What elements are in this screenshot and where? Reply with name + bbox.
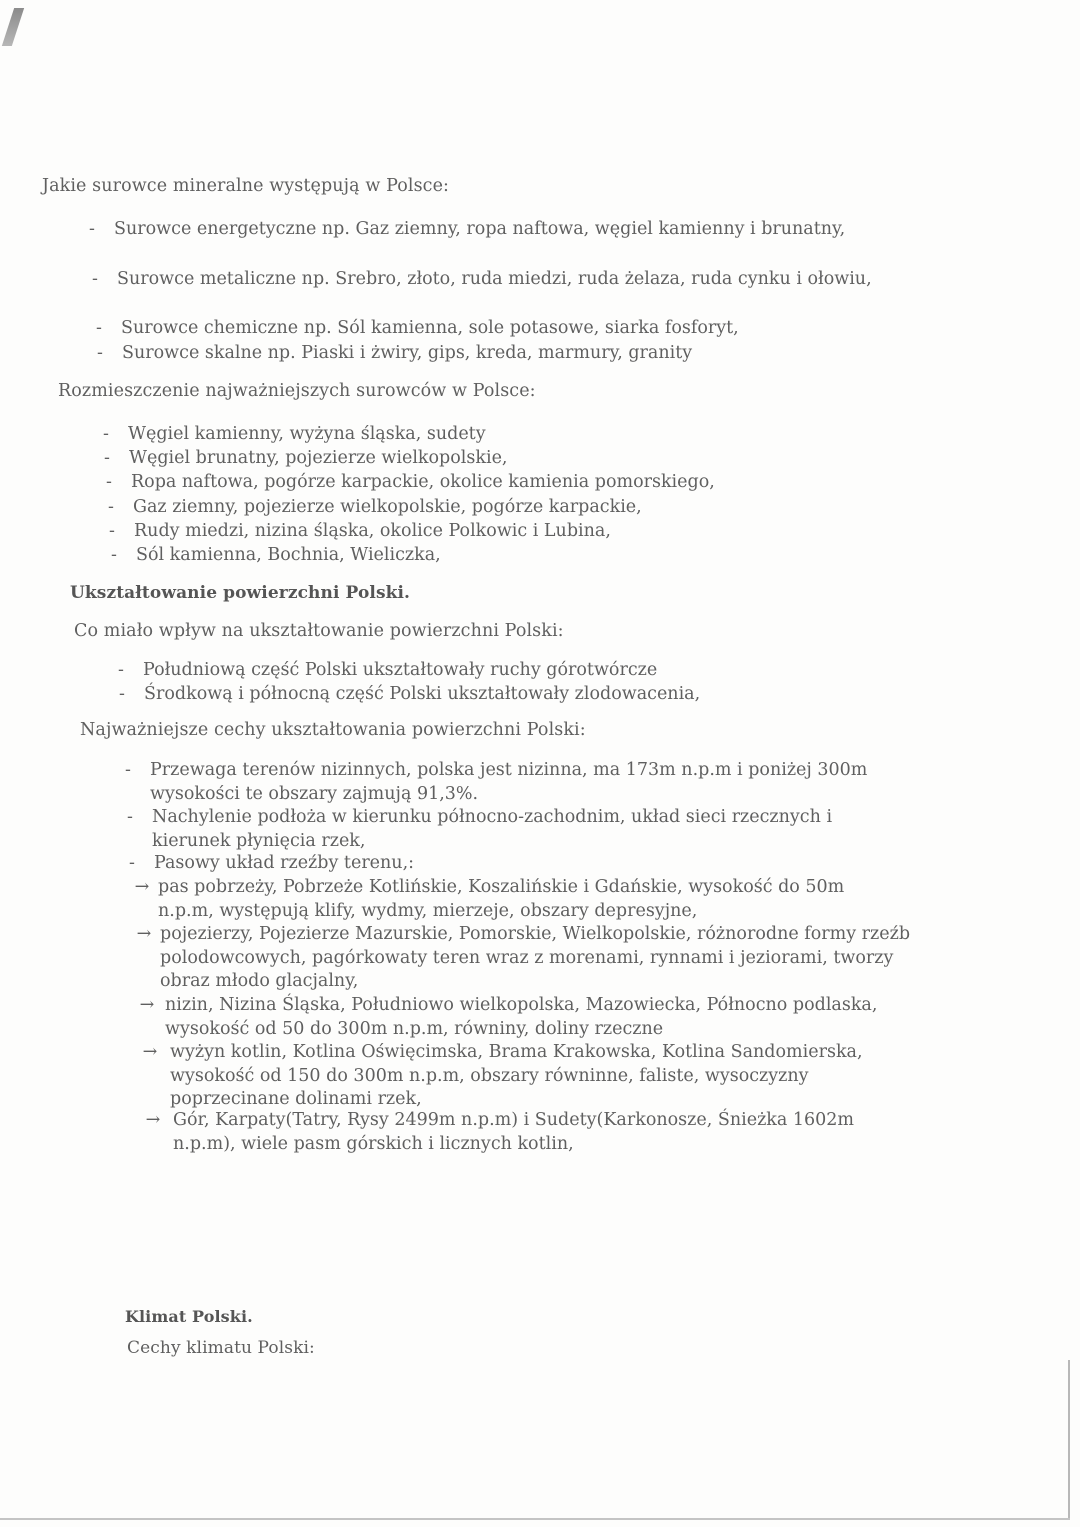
list-item-text: Surowce energetyczne np. Gaz ziemny, ropa naftowa, węgiel kamienny i brunatny,	[114, 219, 846, 239]
arrow-marker: →	[139, 995, 155, 1015]
list-item-text: Nachylenie podłoża w kierunku północno-zachodnim, układ sieci rzecznych i kierunek płynięcia rzek,	[152, 807, 833, 851]
list-item-text: Południową część Polski ukształtowały ruchy górotwórcze	[143, 660, 658, 680]
dash-marker: -	[129, 853, 135, 873]
arrow-marker: →	[142, 1042, 158, 1062]
surface-influence-heading: Co miało wpływ na ukształtowanie powierzchni Polski:	[74, 621, 564, 641]
dash-marker: -	[125, 760, 131, 780]
list-item	[111, 544, 896, 568]
list-item	[103, 423, 888, 447]
list-item	[96, 317, 921, 341]
list-item-text: Surowce skalne np. Piaski i żwiry, gips, kreda, marmury, granity	[122, 343, 693, 363]
surface-section-title: Ukształtowanie powierzchni Polski.	[70, 583, 411, 603]
dash-marker: -	[104, 448, 110, 468]
list-item-text: Surowce metaliczne np. Srebro, złoto, ruda miedzi, ruda żelaza, ruda cynku i ołowiu,	[117, 269, 872, 289]
scan-artifact-mark	[2, 8, 24, 46]
dash-marker: -	[97, 343, 103, 363]
dash-marker: -	[127, 807, 133, 827]
dash-marker: -	[89, 219, 95, 239]
surface-features-heading: Najważniejsze cechy ukształtowania powierzchni Polski:	[80, 720, 586, 740]
list-item-text: wyżyn kotlin, Kotlina Oświęcimska, Brama Krakowska, Kotlina Sandomierska, wysokość od 150 do 300m n.p.m, obszary równinne, faliste, wysoczyzny poprzecinane dolinami rzek,	[170, 1042, 863, 1109]
list-item	[119, 683, 904, 707]
dash-marker: -	[111, 545, 117, 565]
list-item-text: Przewaga terenów nizinnych, polska jest nizinna, ma 173m n.p.m i poniżej 300m wysokości te obszary zajmują 91,3%.	[150, 760, 868, 804]
dash-marker: -	[118, 660, 124, 680]
list-item-text: Węgiel kamienny, wyżyna śląska, sudety	[128, 424, 486, 444]
list-item	[125, 759, 910, 806]
list-item-text: pas pobrzeży, Pobrzeże Kotlińskie, Koszalińskie i Gdańskie, wysokość do 50m n.p.m, występują klify, wydmy, mierzeje, obszary depresyjne,	[158, 877, 845, 921]
list-item	[97, 342, 922, 366]
list-item	[134, 876, 898, 923]
list-item-text: Pasowy układ rzeźby terenu,:	[154, 853, 415, 873]
list-item	[139, 994, 885, 1041]
dash-marker: -	[103, 424, 109, 444]
list-item-text: Ropa naftowa, pogórze karpackie, okolice kamienia pomorskiego,	[131, 472, 715, 492]
arrow-marker: →	[136, 924, 152, 944]
minerals-heading: Jakie surowce mineralne występują w Polsce:	[42, 176, 450, 196]
list-item	[136, 923, 920, 994]
list-item	[89, 218, 884, 242]
climate-section-title: Klimat Polski.	[125, 1307, 253, 1326]
list-item-text: Gór, Karpaty(Tatry, Rysy 2499m n.p.m) i Sudety(Karkonosze, Śnieżka 1602m n.p.m), wiele pasm górskich i licznych kotlin,	[173, 1110, 855, 1154]
list-item-text: Rudy miedzi, nizina śląska, okolice Polkowic i Lubina,	[134, 521, 611, 541]
list-item	[142, 1041, 920, 1112]
list-item-text: Węgiel brunatny, pojezierze wielkopolskie,	[129, 448, 508, 468]
arrow-marker: →	[145, 1110, 161, 1130]
list-item-text: Surowce chemiczne np. Sól kamienna, sole potasowe, siarka fosforyt,	[121, 318, 739, 338]
dash-marker: -	[109, 521, 115, 541]
dash-marker: -	[96, 318, 102, 338]
list-item-text: Gaz ziemny, pojezierze wielkopolskie, pogórze karpackie,	[133, 497, 642, 517]
list-item-text: Środkową i północną część Polski ukształtowały zlodowacenia,	[144, 684, 701, 704]
list-item	[118, 659, 903, 683]
list-item-text: pojezierzy, Pojezierze Mazurskie, Pomorskie, Wielkopolskie, różnorodne formy rzeźb polodowcowych, pagórkowaty teren wraz z morenami, rynnami i jeziorami, tworzy obraz młodo glacjalny,	[160, 924, 911, 991]
list-item	[92, 268, 907, 292]
dash-marker: -	[108, 497, 114, 517]
list-item	[108, 496, 893, 520]
distribution-heading: Rozmieszczenie najważniejszych surowców w Polsce:	[58, 381, 536, 401]
list-item	[145, 1109, 893, 1156]
list-item	[127, 806, 912, 853]
page-edge-bottom	[0, 1518, 1070, 1520]
list-item	[109, 520, 894, 544]
arrow-marker: →	[134, 877, 150, 897]
list-item	[129, 852, 914, 876]
dash-marker: -	[92, 269, 98, 289]
climate-heading: Cechy klimatu Polski:	[127, 1338, 315, 1358]
list-item-text: nizin, Nizina Śląska, Południowo wielkopolska, Mazowiecka, Północno podlaska, wysokość od 50 do 300m n.p.m, równiny, doliny rzeczne	[165, 995, 878, 1039]
list-item	[104, 447, 889, 471]
dash-marker: -	[119, 684, 125, 704]
dash-marker: -	[106, 472, 112, 492]
list-item-text: Sól kamienna, Bochnia, Wieliczka,	[136, 545, 441, 565]
list-item	[106, 471, 891, 495]
page-edge-right	[1068, 1360, 1070, 1520]
